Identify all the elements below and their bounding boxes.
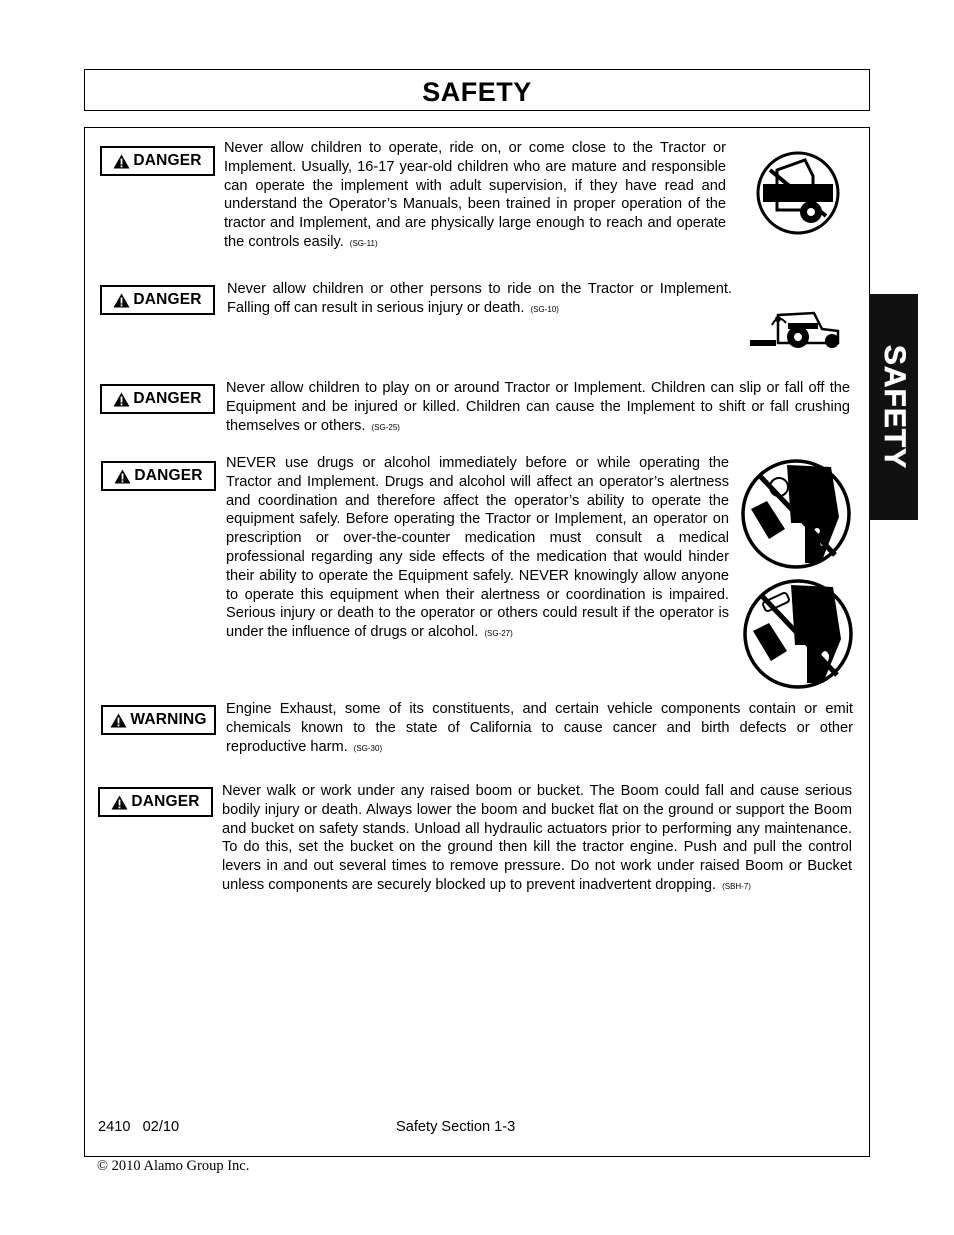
footer-section: Safety Section 1-3 <box>396 1119 516 1135</box>
safety-code: (SG-11) <box>349 238 378 248</box>
footer-model-date: 2410 02/10 <box>98 1119 180 1135</box>
danger-label-text: DANGER <box>133 152 202 169</box>
safety-message <box>226 700 853 758</box>
safety-message-text: Never walk or work under any raised boom or bucket. The Boom could fall and cause serious bodily injury or death. Always lower the boom and bucket flat on the ground or support the Boom and bucket on safety stands. Unload all hydraulic actuators prior to performing any maintenance. To do this, set the bucket on the ground then kill the tractor engine. Push and pull the control levers in and out several times to remove pressure. Do not work under raised Boom or Bucket unless components are securely blocked up to prevent inadvertent dropping. <box>222 783 852 893</box>
danger-label <box>100 146 215 176</box>
no-alcohol-icon <box>741 577 856 692</box>
warning-triangle-icon <box>111 795 128 810</box>
side-tab-label: SAFETY <box>877 344 911 470</box>
danger-label <box>101 461 216 491</box>
warning-label <box>101 705 216 735</box>
danger-label-text: DANGER <box>133 291 202 308</box>
safety-code: (SG-10) <box>530 304 559 314</box>
no-drugs-icon <box>739 457 854 572</box>
safety-code: (SBH-7) <box>722 881 751 891</box>
danger-label-text: DANGER <box>134 467 203 484</box>
no-riders-tractor-icon <box>748 307 844 351</box>
warning-triangle-icon <box>113 154 130 169</box>
safety-code: (SG-25) <box>371 422 400 432</box>
safety-message <box>224 139 726 254</box>
safety-message-text: Never allow children to play on or around Tractor or Implement. Children can slip or fall off the Equipment and be injured or killed. Children can cause the Implement to shift or fall crushing themselves or others. <box>226 380 850 434</box>
warning-triangle-icon <box>113 392 130 407</box>
warning-triangle-icon <box>113 293 130 308</box>
safety-message <box>226 454 729 644</box>
safety-message-text: Engine Exhaust, some of its constituents, and certain vehicle components contain or emit chemicals known to the state of California to cause cancer and birth defects or other reproductive harm. <box>226 701 853 755</box>
safety-message <box>222 782 852 897</box>
danger-label-text: DANGER <box>131 793 200 810</box>
warning-triangle-icon <box>110 713 127 728</box>
page-header <box>84 69 870 111</box>
copyright: © 2010 Alamo Group Inc. <box>97 1158 250 1174</box>
danger-label <box>100 384 215 414</box>
no-children-operating-icon <box>755 150 841 236</box>
danger-label <box>100 285 215 315</box>
section-side-tab <box>869 294 918 520</box>
safety-code: (SG-27) <box>484 629 513 639</box>
safety-message-text: Never allow children to operate, ride on, or come close to the Tractor or Implement. Usually, 16-17 year-old children who are mature and responsible can operate the implement with adult supervision, if they have read and understand the Operator’s Manuals, been trained in proper operation of the tractor and Implement, and are physically large enough to reach and operate the controls easily. <box>224 140 726 250</box>
warning-label-text: WARNING <box>130 711 207 728</box>
danger-label <box>98 787 213 817</box>
warning-triangle-icon <box>114 469 131 484</box>
safety-code: (SG-30) <box>353 743 383 753</box>
safety-message <box>227 280 732 320</box>
safety-message <box>226 379 850 437</box>
danger-label-text: DANGER <box>133 390 202 407</box>
safety-message-text: NEVER use drugs or alcohol immediately before or while operating the Tractor and Implement. Drugs and alcohol will affect an operator’s alertness and coordination and therefore affect the operator’s ability to operate the equipment safely. Before operating the Tractor or Implement, an operator on prescription or over-the-counter medication must consult a medical professional regarding any side effects of the medication that would hinder their ability to operate the Equipment safely. NEVER knowingly allow anyone to operate this equipment when their alertness or coordination is impaired. Serious injury or death to the operator or others could result if the operator is under the influence of drugs or alcohol. <box>226 455 729 641</box>
page-title: SAFETY <box>422 77 532 107</box>
safety-message-text: Never allow children or other persons to ride on the Tractor or Implement. Falling off can result in serious injury or death. <box>227 281 732 316</box>
